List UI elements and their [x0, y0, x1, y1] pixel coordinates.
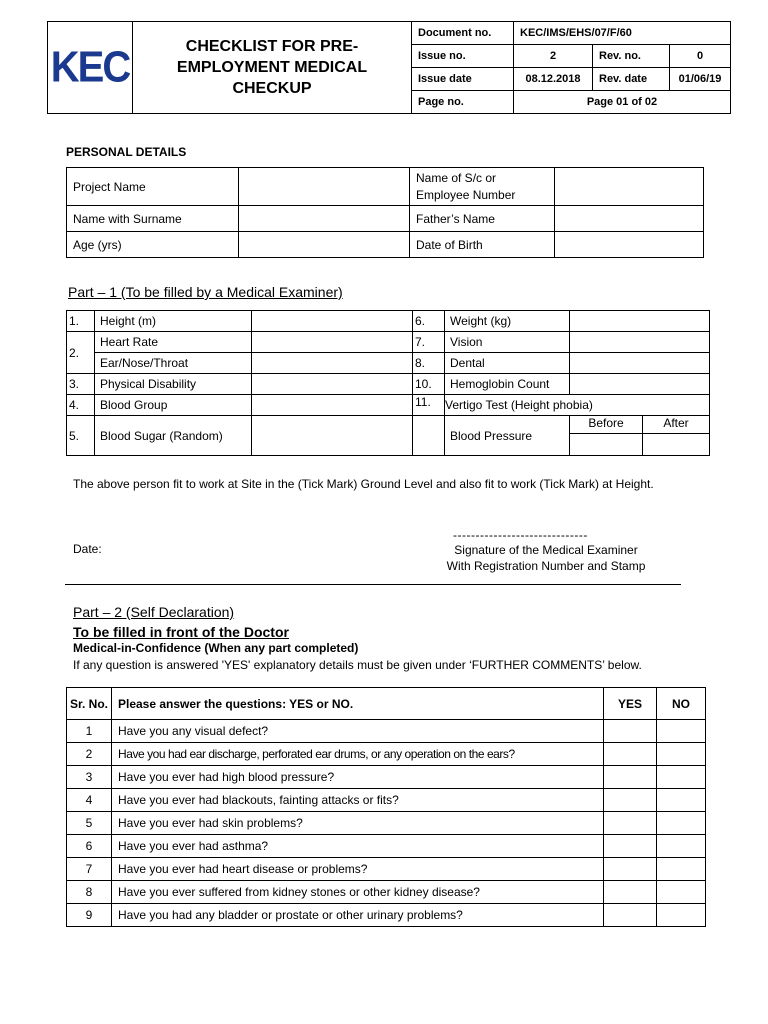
- yes-checkbox-cell[interactable]: [604, 881, 657, 904]
- part2-subheading: To be filled in front of the Doctor: [73, 624, 289, 640]
- questions-body: [67, 720, 706, 927]
- weight-label: Weight (kg): [445, 311, 570, 332]
- rev-no-label: Rev. no.: [593, 45, 670, 68]
- page-no-value: Page 01 of 02: [514, 91, 731, 114]
- blood-group-field[interactable]: [252, 395, 413, 416]
- document-header: [47, 21, 731, 114]
- row-number: 5.: [67, 416, 95, 456]
- bp-before-field[interactable]: [570, 434, 643, 456]
- row-number: 10.: [413, 374, 445, 395]
- question-row: [67, 904, 706, 927]
- yes-checkbox-cell[interactable]: [604, 720, 657, 743]
- question-row: [67, 858, 706, 881]
- row-number: 2.: [67, 332, 95, 374]
- personal-details-heading: PERSONAL DETAILS: [66, 145, 187, 159]
- personal-details-table: [66, 167, 704, 258]
- physical-disability-label: Physical Disability: [95, 374, 252, 395]
- sc-name-label: Name of S/c or Employee Number: [410, 168, 555, 206]
- question-text: Have you had any bladder or prostate or other urinary problems?: [112, 904, 604, 927]
- sc-name-field[interactable]: [555, 168, 704, 206]
- no-checkbox-cell[interactable]: [657, 812, 706, 835]
- question-text: Have you ever had heart disease or problems?: [112, 858, 604, 881]
- instruction-note: If any question is answered 'YES' explanatory details must be given under ‘FURTHER COMMENTS’ below.: [73, 658, 642, 672]
- question-row: [67, 789, 706, 812]
- issue-no-value: 2: [514, 45, 593, 68]
- date-label: Date:: [73, 542, 102, 556]
- yes-checkbox-cell[interactable]: [604, 835, 657, 858]
- row-number: 6.: [413, 311, 445, 332]
- bp-after-field[interactable]: [643, 434, 710, 456]
- question-number: 8: [67, 881, 112, 904]
- question-text: Have you any visual defect?: [112, 720, 604, 743]
- yes-checkbox-cell[interactable]: [604, 812, 657, 835]
- rev-date-value: 01/06/19: [670, 68, 731, 91]
- vision-field[interactable]: [570, 332, 710, 353]
- yes-checkbox-cell[interactable]: [604, 789, 657, 812]
- fathers-name-label: Father’s Name: [410, 206, 555, 232]
- title-cell: [133, 22, 412, 114]
- question-text: Have you ever had asthma?: [112, 835, 604, 858]
- height-field[interactable]: [252, 311, 413, 332]
- ent-field[interactable]: [252, 353, 413, 374]
- heart-rate-label: Heart Rate: [95, 332, 252, 353]
- no-checkbox-cell[interactable]: [657, 881, 706, 904]
- after-label: After: [643, 416, 710, 434]
- name-surname-label: Name with Surname: [67, 206, 239, 232]
- row-number: 7.: [413, 332, 445, 353]
- yes-checkbox-cell[interactable]: [604, 743, 657, 766]
- blood-pressure-label: Blood Pressure: [445, 416, 570, 456]
- row-number: 3.: [67, 374, 95, 395]
- age-label: Age (yrs): [67, 232, 239, 258]
- page-no-label: Page no.: [412, 91, 514, 114]
- logo-cell: [48, 22, 133, 114]
- kec-logo: KEC: [50, 42, 130, 92]
- blank-number-cell: [413, 416, 445, 456]
- row-number: 8.: [413, 353, 445, 374]
- doc-no-label: Document no.: [412, 22, 514, 45]
- question-number: 2: [67, 743, 112, 766]
- blood-group-label: Blood Group: [95, 395, 252, 416]
- signature-line: ------------------------------: [453, 528, 588, 542]
- no-checkbox-cell[interactable]: [657, 904, 706, 927]
- question-text: Have you had ear discharge, perforated ear drums, or any operation on the ears?: [112, 743, 604, 766]
- issue-date-value: 08.12.2018: [514, 68, 593, 91]
- section-divider: [65, 584, 681, 585]
- question-row: [67, 812, 706, 835]
- vision-label: Vision: [445, 332, 570, 353]
- fathers-name-field[interactable]: [555, 206, 704, 232]
- dental-field[interactable]: [570, 353, 710, 374]
- rev-date-label: Rev. date: [593, 68, 670, 91]
- weight-field[interactable]: [570, 311, 710, 332]
- height-label: Height (m): [95, 311, 252, 332]
- confidence-note: Medical-in-Confidence (When any part completed): [73, 641, 359, 655]
- question-number: 5: [67, 812, 112, 835]
- question-row: [67, 720, 706, 743]
- row-number: 4.: [67, 395, 95, 416]
- age-field[interactable]: [239, 232, 410, 258]
- question-row: [67, 835, 706, 858]
- question-row: [67, 766, 706, 789]
- blood-sugar-field[interactable]: [252, 416, 413, 456]
- blood-sugar-label: Blood Sugar (Random): [95, 416, 252, 456]
- hemoglobin-label: Hemoglobin Count: [445, 374, 570, 395]
- col-no-header: NO: [657, 688, 706, 720]
- yes-checkbox-cell[interactable]: [604, 766, 657, 789]
- question-number: 1: [67, 720, 112, 743]
- issue-date-label: Issue date: [412, 68, 514, 91]
- fit-statement: The above person fit to work at Site in the (Tick Mark) Ground Level and also fit to work (Tick Mark) at Height.: [73, 477, 654, 491]
- document-title: CHECKLIST FOR PRE- EMPLOYMENT MEDICAL CHECKUP: [176, 38, 368, 97]
- question-text: Have you ever suffered from kidney stones or other kidney disease?: [112, 881, 604, 904]
- col-yes-header: YES: [604, 688, 657, 720]
- question-number: 4: [67, 789, 112, 812]
- no-checkbox-cell[interactable]: [657, 766, 706, 789]
- dob-field[interactable]: [555, 232, 704, 258]
- ent-label: Ear/Nose/Throat: [95, 353, 252, 374]
- row-number: 11.: [413, 395, 445, 416]
- project-name-field[interactable]: [239, 168, 410, 206]
- dob-label: Date of Birth: [410, 232, 555, 258]
- col-question-header: Please answer the questions: YES or NO.: [112, 688, 604, 720]
- question-number: 6: [67, 835, 112, 858]
- question-text: Have you ever had high blood pressure?: [112, 766, 604, 789]
- issue-no-label: Issue no.: [412, 45, 514, 68]
- dental-label: Dental: [445, 353, 570, 374]
- question-row: [67, 881, 706, 904]
- question-number: 7: [67, 858, 112, 881]
- no-checkbox-cell[interactable]: [657, 858, 706, 881]
- col-sr-header: Sr. No.: [67, 688, 112, 720]
- no-checkbox-cell[interactable]: [657, 835, 706, 858]
- yes-checkbox-cell[interactable]: [604, 858, 657, 881]
- no-checkbox-cell[interactable]: [657, 789, 706, 812]
- row-number: 1.: [67, 311, 95, 332]
- question-text: Have you ever had blackouts, fainting attacks or fits?: [112, 789, 604, 812]
- heart-rate-field[interactable]: [252, 332, 413, 353]
- questions-table: [66, 687, 706, 927]
- question-number: 3: [67, 766, 112, 789]
- rev-no-value: 0: [670, 45, 731, 68]
- hemoglobin-field[interactable]: [570, 374, 710, 395]
- part1-table: [66, 310, 710, 456]
- part2-heading: Part – 2 (Self Declaration): [73, 604, 235, 620]
- no-checkbox-cell[interactable]: [657, 720, 706, 743]
- physical-disability-field[interactable]: [252, 374, 413, 395]
- vertigo-label: Vertigo Test (Height phobia): [445, 395, 710, 416]
- no-checkbox-cell[interactable]: [657, 743, 706, 766]
- signature-caption: Signature of the Medical Examiner With Registration Number and Stamp: [446, 543, 646, 573]
- yes-checkbox-cell[interactable]: [604, 904, 657, 927]
- question-text: Have you ever had skin problems?: [112, 812, 604, 835]
- project-name-label: Project Name: [67, 168, 239, 206]
- part1-heading: Part – 1 (To be filled by a Medical Examiner): [68, 284, 343, 300]
- question-number: 9: [67, 904, 112, 927]
- before-label: Before: [570, 416, 643, 434]
- doc-no-value: KEC/IMS/EHS/07/F/60: [514, 22, 731, 45]
- question-row: [67, 743, 706, 766]
- name-surname-field[interactable]: [239, 206, 410, 232]
